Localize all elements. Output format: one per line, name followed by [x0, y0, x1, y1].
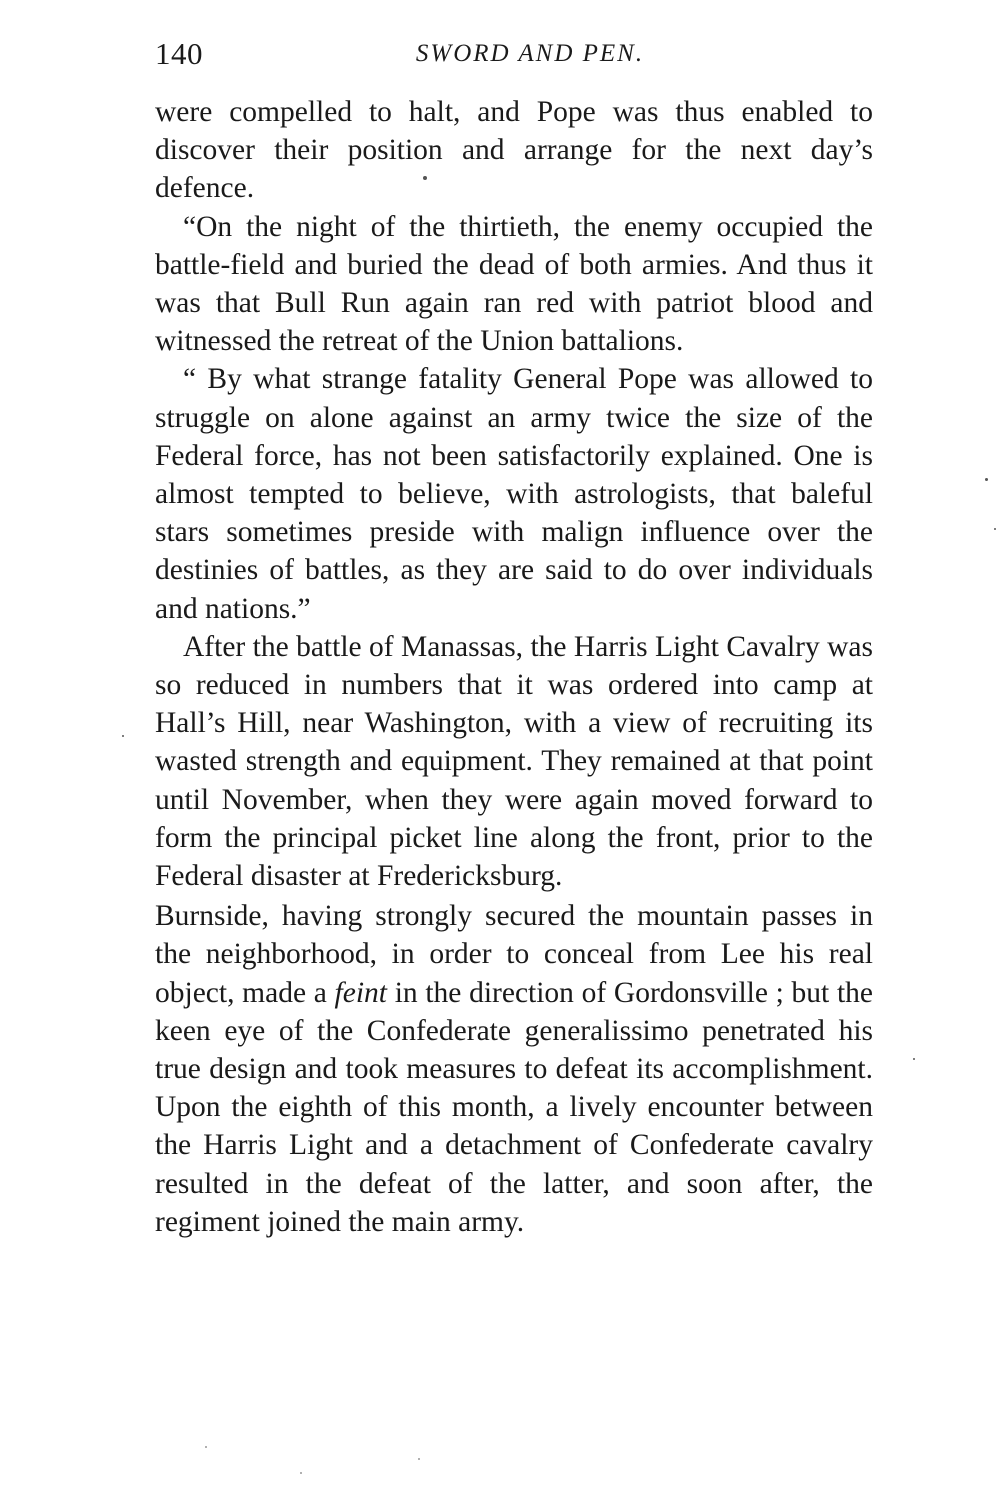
body-text	[155, 93, 873, 1241]
scan-speck	[994, 528, 996, 530]
scan-speck	[985, 478, 988, 481]
paragraph-quote-night-of-thirtieth: “On the night of the thirtieth, the enemy occupied the battle-field and buried the dead of both armies. And thus it was that Bull Run again ran red with patriot blood and witnessed the retreat of the Union battalions.	[155, 210, 873, 358]
feint-emphasis: feint	[334, 976, 387, 1009]
burnside-text-before: Burnside, having strongly secured the mountain passes in the neighborhood, in order to conceal from Lee his real object, made a	[155, 900, 873, 1009]
paragraph-continuation: were compelled to halt, and Pope was thus enabled to discover their position and arrange for the next day’s defence.	[155, 96, 873, 205]
scan-speck	[418, 1458, 420, 1460]
scan-speck	[423, 176, 427, 180]
paragraph-quote-strange-fatality: “ By what strange fatality General Pope was allowed to struggle on alone against an army twice the size of the Federal force, has not been satisfactorily explained. One is almost tempted to believe, with astrologists, that baleful stars sometimes preside with malign influence over the destinies of battles, as they are said to do over individuals and nations.”	[155, 363, 873, 625]
paragraph-after-manassas: After the battle of Manassas, the Harris Light Cavalry was so reduced in numbers that it was ordered into camp at Hall’s Hill, near Washington, with a view of recruiting its wasted strength and equipment. They remained at that point until November, when they were again moved forward to form the principal picket line along the front, prior to the Federal disaster at Fredericksburg.	[155, 630, 873, 893]
scan-speck	[300, 1472, 302, 1474]
paragraph-burnside	[155, 897, 873, 1241]
running-head	[155, 30, 875, 78]
scan-speck	[122, 735, 124, 737]
page-number: 140	[155, 36, 203, 71]
running-title: SWORD AND PEN.	[415, 40, 645, 67]
burnside-text-after: in the direction of Gordonsville ; but the keen eye of the Confederate generalissimo penetrated his true design and took measures to defeat its accomplishment. Upon the eighth of this month, a lively encounter between the Harris Light and a detachment of Confederate cavalry resulted in the defeat of the latter, and soon after, the regiment joined the main army.	[155, 976, 873, 1238]
scan-speck	[913, 1058, 915, 1060]
scan-speck	[205, 1446, 207, 1448]
